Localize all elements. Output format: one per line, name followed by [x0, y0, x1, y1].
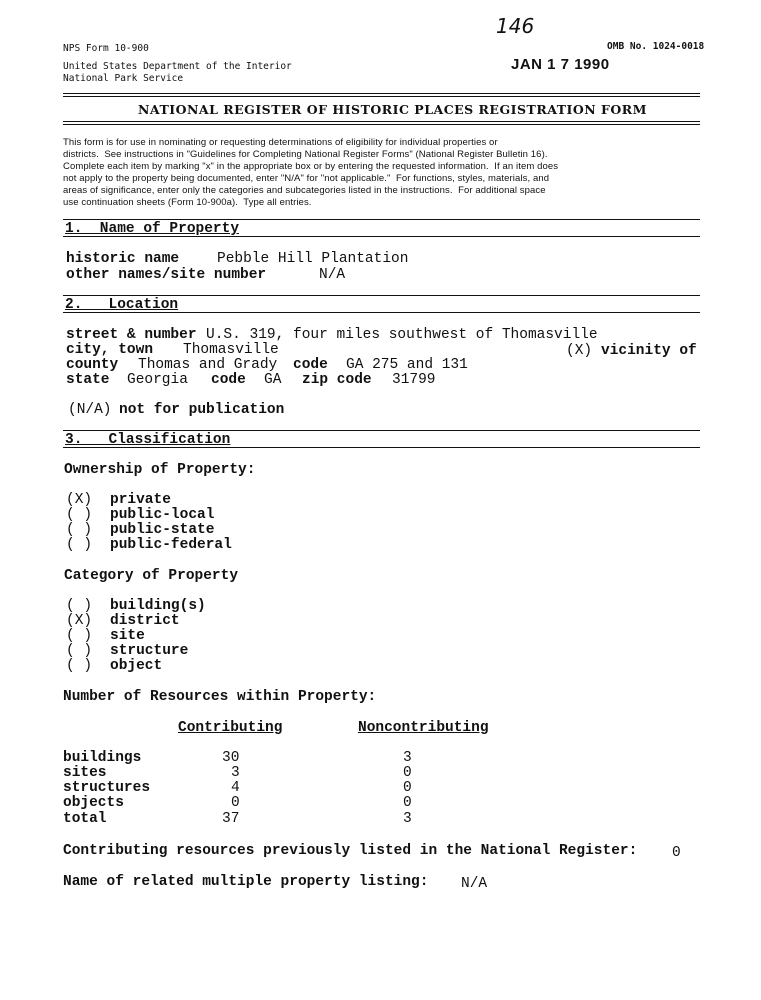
publication-label: not for publication: [119, 402, 285, 418]
contributing-count: 0: [231, 795, 240, 811]
ownership-mark: ( ): [66, 537, 93, 553]
historic-name-value: Pebble Hill Plantation: [217, 251, 409, 267]
publication-mark: (N/A): [68, 402, 112, 418]
instruction-line: use continuation sheets (Form 10-900a). Type all entries.: [63, 197, 312, 208]
ownership-label: public-local: [110, 507, 215, 523]
state-label: state: [66, 372, 110, 388]
zip-value: 31799: [392, 372, 436, 388]
noncontributing-count: 3: [403, 750, 412, 766]
ownership-label: private: [110, 492, 171, 508]
ownership-label: public-federal: [110, 537, 232, 553]
street-value: U.S. 319, four miles southwest of Thomasville: [206, 327, 598, 343]
category-mark: ( ): [66, 643, 93, 659]
resource-label: total: [63, 811, 107, 827]
zip-label: zip code: [302, 372, 372, 388]
multiple-listing-value: N/A: [461, 876, 488, 892]
category-label: district: [110, 613, 180, 629]
omb-number: OMB No. 1024-0018: [607, 41, 705, 52]
other-names-value: N/A: [319, 267, 346, 283]
resource-label: structures: [63, 780, 151, 796]
ownership-mark: ( ): [66, 507, 93, 523]
category-label: building(s): [110, 598, 206, 614]
category-mark: ( ): [66, 628, 93, 644]
city-label: city, town: [66, 342, 154, 358]
city-value: Thomasville: [183, 342, 279, 358]
state-code-label: code: [211, 372, 246, 388]
section-2-title: 2. Location: [65, 297, 179, 313]
department-name: United States Department of the Interior: [63, 61, 292, 72]
street-label: street & number: [66, 327, 197, 343]
ownership-label: public-state: [110, 522, 215, 538]
category-label: object: [110, 658, 163, 674]
category-mark: ( ): [66, 658, 93, 674]
instruction-line: areas of significance, enter only the categories and subcategories listed in the instructions. For additional space: [63, 185, 546, 196]
form-number: NPS Form 10-900: [63, 43, 149, 54]
section-1-title: 1. Name of Property: [65, 221, 240, 237]
date-stamp: JAN 1 7 1990: [511, 56, 610, 73]
handwritten-number: 146: [496, 14, 535, 38]
contributing-count: 30: [222, 750, 240, 766]
instruction-line: Complete each item by marking "x" in the appropriate box or by entering the requested information. If an item does: [63, 161, 559, 172]
previously-listed-label: Contributing resources previously listed in the National Register:: [63, 843, 638, 859]
noncontributing-count: 0: [403, 765, 412, 781]
county-label: county: [66, 357, 119, 373]
contributing-count: 3: [231, 765, 240, 781]
instruction-line: not apply to the property being documented, enter "N/A" for "not applicable." For functions, styles, materials, and: [63, 173, 550, 184]
category-mark: (X): [66, 613, 93, 629]
instruction-line: districts. See instructions in "Guidelines for Completing National Register Forms" (National Register Bulletin 16).: [63, 149, 548, 160]
category-label: site: [110, 628, 145, 644]
other-names-label: other names/site number: [66, 267, 267, 283]
state-value: Georgia: [127, 372, 188, 388]
ownership-heading: Ownership of Property:: [64, 462, 256, 478]
ownership-mark: (X): [66, 492, 93, 508]
category-mark: ( ): [66, 598, 93, 614]
state-code-value: GA: [264, 372, 282, 388]
resources-heading: Number of Resources within Property:: [63, 689, 377, 705]
noncontributing-count: 3: [403, 811, 412, 827]
vicinity-label: vicinity of: [601, 343, 697, 359]
county-code-label: code: [293, 357, 328, 373]
county-value: Thomas and Grady: [138, 357, 278, 373]
county-code-value: GA 275 and 131: [346, 357, 468, 373]
noncontributing-column-header: Noncontributing: [358, 720, 489, 736]
resource-label: buildings: [63, 750, 142, 766]
noncontributing-count: 0: [403, 780, 412, 796]
contributing-column-header: Contributing: [178, 720, 283, 736]
resource-label: objects: [63, 795, 124, 811]
form-title: NATIONAL REGISTER OF HISTORIC PLACES REGISTRATION FORM: [138, 102, 648, 117]
category-heading: Category of Property: [64, 568, 239, 584]
category-label: structure: [110, 643, 189, 659]
multiple-listing-label: Name of related multiple property listing:: [63, 874, 429, 890]
resource-label: sites: [63, 765, 107, 781]
service-name: National Park Service: [63, 73, 184, 84]
ownership-mark: ( ): [66, 522, 93, 538]
noncontributing-count: 0: [403, 795, 412, 811]
contributing-count: 37: [222, 811, 240, 827]
contributing-count: 4: [231, 780, 240, 796]
instruction-line: This form is for use in nominating or requesting determinations of eligibility for individual properties or: [63, 137, 498, 148]
section-3-title: 3. Classification: [65, 432, 231, 448]
vicinity-mark: (X): [566, 343, 593, 359]
previously-listed-value: 0: [672, 845, 681, 861]
historic-name-label: historic name: [66, 251, 180, 267]
